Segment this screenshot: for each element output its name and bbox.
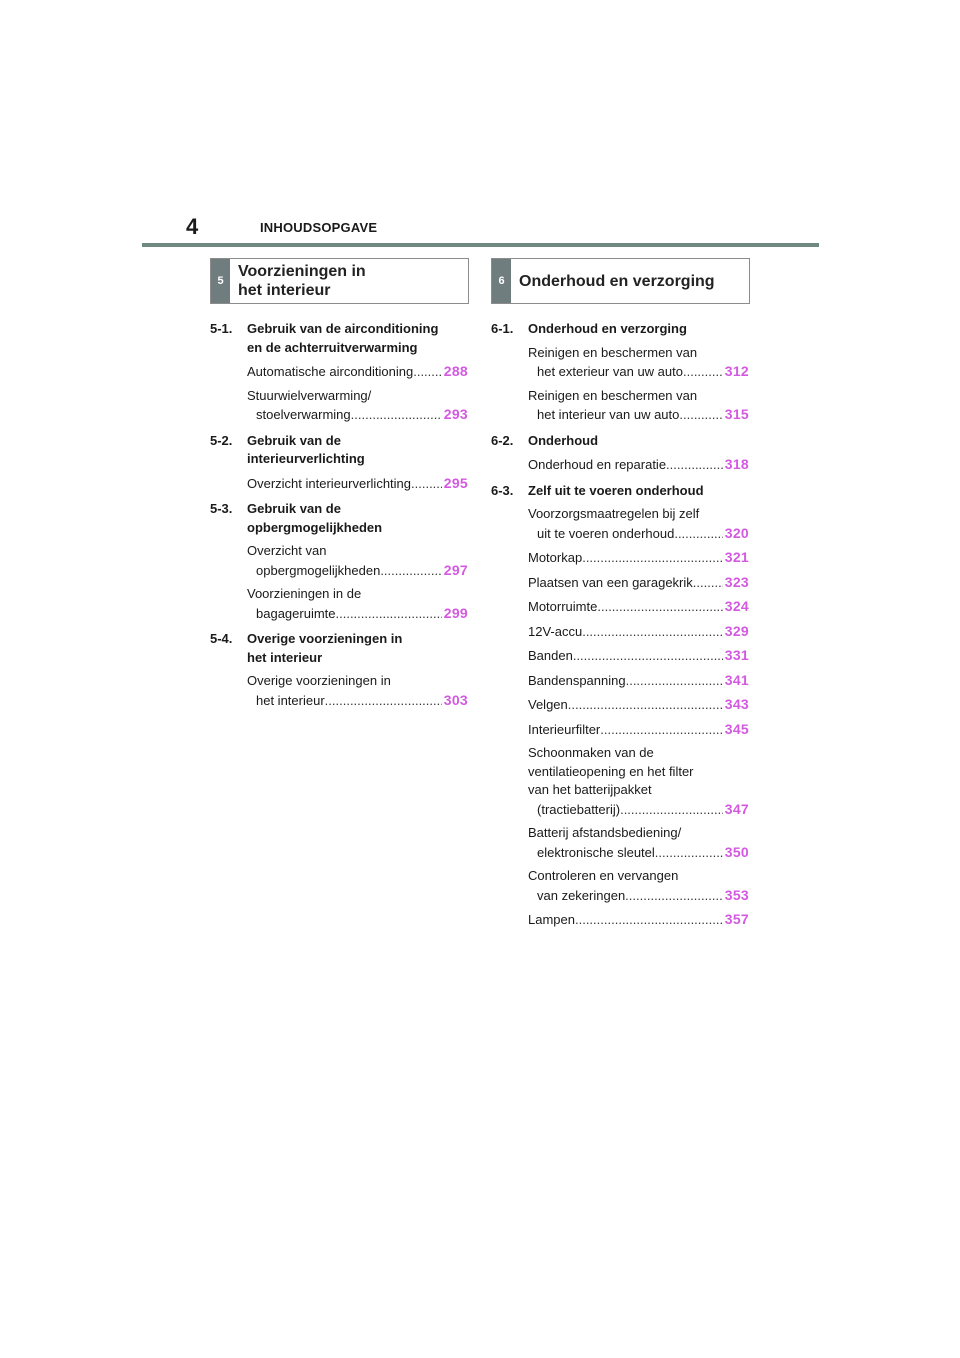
toc-entry[interactable]	[528, 622, 749, 642]
dot-leader	[380, 562, 441, 581]
toc-group-title: Onderhoud en verzorging	[528, 321, 687, 336]
toc-entry-last-line	[247, 561, 468, 581]
toc-entry-last-line	[247, 474, 468, 494]
toc-entry[interactable]	[528, 720, 749, 740]
toc-page-link[interactable]: 345	[724, 720, 749, 737]
toc-entry[interactable]	[528, 646, 749, 666]
toc-group	[210, 500, 468, 623]
dot-leader	[674, 525, 722, 544]
toc-entry-line: Schoonmaken van de	[528, 745, 654, 760]
dot-leader	[625, 887, 723, 906]
toc-group	[210, 630, 468, 710]
header-rule	[142, 243, 819, 247]
toc-page-link[interactable]: 315	[724, 406, 749, 422]
toc-entry-last-line	[528, 405, 749, 425]
dot-leader	[683, 363, 723, 382]
dot-leader	[693, 574, 723, 593]
toc-entry-last-line	[528, 800, 749, 820]
toc-entry[interactable]	[528, 695, 749, 715]
toc-entry[interactable]	[528, 744, 749, 819]
page-header-title: INHOUDSOPGAVE	[260, 220, 378, 235]
dot-leader	[655, 844, 723, 863]
toc-entry-last-line	[528, 671, 749, 691]
toc-group-title: Onderhoud	[528, 432, 599, 448]
toc-entry[interactable]	[247, 387, 468, 425]
toc-entry-last-line	[247, 604, 468, 624]
toc-entry-label: Banden	[528, 648, 573, 663]
toc-group-heading	[491, 320, 749, 339]
dot-leader	[573, 647, 723, 666]
page-number: 4	[186, 214, 199, 239]
toc-entry-line: Controleren en vervangen	[528, 868, 679, 883]
dot-leader	[582, 623, 723, 642]
toc-entry[interactable]	[247, 362, 468, 382]
toc-group-heading	[210, 500, 468, 537]
dot-leader	[600, 721, 722, 740]
toc-entry-line: Reinigen en beschermen van	[528, 344, 698, 360]
toc-entry-label: Automatische airconditioning	[247, 364, 414, 379]
toc-entry-label: van zekeringen	[537, 887, 626, 903]
toc-entry-text	[528, 824, 749, 843]
toc-entry[interactable]	[528, 455, 749, 475]
toc-entry-label: stoelverwarming	[256, 407, 351, 422]
toc-group	[210, 432, 468, 494]
toc-entry-last-line	[528, 720, 749, 740]
dot-leader	[411, 475, 442, 494]
toc-entry[interactable]	[247, 585, 468, 623]
toc-page-link[interactable]: 320	[724, 524, 749, 541]
toc-entry[interactable]	[247, 474, 468, 494]
toc-entry-last-line	[528, 524, 749, 544]
toc-page-link[interactable]: 312	[724, 363, 749, 379]
toc-entry-label: Overzicht interieurverlichting	[247, 475, 412, 491]
dot-leader	[351, 406, 442, 425]
toc-entry-last-line	[528, 910, 749, 930]
toc-page-link[interactable]: 323	[724, 573, 749, 590]
toc-entry[interactable]	[528, 548, 749, 568]
toc-entry-label: bagageruimte	[256, 605, 336, 621]
dot-leader	[626, 672, 723, 691]
toc-page-link[interactable]: 357	[724, 911, 749, 927]
toc-entry-last-line	[528, 886, 749, 906]
toc-entry[interactable]	[528, 671, 749, 691]
dot-leader	[620, 801, 723, 820]
toc-group-number: 5-2.	[210, 432, 233, 448]
toc-group-title: Zelf uit te voeren onderhoud	[528, 482, 704, 498]
toc-page-link[interactable]: 303	[443, 691, 468, 708]
toc-entry-label: Motorruimte	[528, 599, 598, 614]
toc-entry-label: het interieur	[256, 692, 325, 708]
toc-entry-line: ventilatieopening en het filter	[528, 763, 694, 779]
toc-entry-last-line	[528, 573, 749, 593]
section-tab-6: 6	[492, 259, 511, 303]
toc-entry[interactable]	[247, 672, 468, 710]
dot-leader	[336, 605, 442, 624]
toc-entry-text	[528, 744, 749, 800]
toc-page-link[interactable]: 343	[724, 696, 749, 712]
toc-entry-last-line	[528, 622, 749, 642]
toc-entry-label: Plaatsen van een garagekrik	[528, 574, 693, 590]
toc-entry-text	[528, 505, 749, 524]
toc-group-heading	[491, 432, 749, 451]
dot-leader	[666, 456, 723, 475]
toc-entry-last-line	[528, 548, 749, 568]
toc-entry-line: Voorzieningen in de	[247, 586, 362, 601]
toc-group-number: 5-1.	[210, 321, 233, 336]
toc-entry-label: Bandenspanning	[528, 672, 626, 688]
toc-group-heading	[210, 630, 468, 667]
dot-leader	[325, 692, 442, 711]
toc-entry-last-line	[247, 691, 468, 711]
toc-page-link[interactable]: 341	[724, 671, 749, 688]
toc-group-heading	[210, 320, 468, 357]
section-5-heading	[210, 258, 469, 304]
toc-page-link[interactable]: 324	[724, 598, 749, 614]
toc-entry-text	[247, 672, 468, 691]
dot-leader	[597, 598, 722, 617]
toc-entry-label: elektronische sleutel	[537, 844, 655, 860]
toc-page-link[interactable]: 353	[724, 886, 749, 903]
toc-entry-line: Stuurwielverwarming/	[247, 387, 372, 403]
toc-group-title: Overige voorzieningen in het interieur	[247, 631, 403, 665]
toc-entry-label: Interieurfilter	[528, 721, 601, 737]
toc-page-link[interactable]: 329	[724, 622, 749, 639]
toc-entry[interactable]	[528, 505, 749, 543]
toc-column-left	[210, 320, 468, 717]
toc-entry[interactable]	[247, 542, 468, 580]
toc-entry-label: Velgen	[528, 697, 568, 712]
section-tab-5: 5	[211, 259, 230, 303]
toc-group-title: Gebruik van de opbergmogelijkheden	[247, 501, 383, 535]
toc-entry-label: het interieur van uw auto	[537, 407, 680, 422]
toc-group	[210, 320, 468, 425]
toc-entry-text	[247, 542, 468, 561]
toc-group-number: 6-3.	[491, 482, 514, 498]
toc-entry-line: Overige voorzieningen in	[247, 673, 391, 688]
toc-page-link[interactable]: 297	[443, 561, 468, 578]
toc-group	[491, 482, 749, 930]
toc-group-number: 6-2.	[491, 432, 514, 448]
dot-leader	[582, 549, 723, 568]
toc-entry-last-line	[528, 362, 749, 382]
dot-leader	[575, 911, 723, 930]
toc-entry-label: Motorkap	[528, 550, 583, 565]
toc-page-link[interactable]: 288	[443, 363, 468, 379]
toc-entry-last-line	[528, 843, 749, 863]
toc-group	[491, 432, 749, 475]
toc-entry-last-line	[528, 455, 749, 475]
section-title: Onderhoud en verzorging	[519, 272, 715, 290]
toc-page-link[interactable]: 350	[724, 843, 749, 860]
toc-entry-text	[247, 387, 468, 406]
section-6-heading	[491, 258, 750, 304]
toc-entry-label: (tractiebatterij)	[537, 801, 621, 817]
toc-entry[interactable]	[528, 910, 749, 930]
toc-entry-text	[528, 387, 749, 406]
toc-entry[interactable]	[528, 597, 749, 617]
dot-leader	[679, 406, 722, 425]
toc-page-link[interactable]: 295	[443, 474, 468, 491]
toc-entry-line: Voorzorgsmaatregelen bij zelf	[528, 506, 700, 521]
toc-group-number: 5-3.	[210, 501, 233, 516]
toc-entry[interactable]	[528, 387, 749, 425]
toc-entry-last-line	[247, 405, 468, 425]
toc-entry-text	[247, 585, 468, 604]
toc-page-link[interactable]: 321	[724, 549, 749, 565]
dot-leader	[568, 696, 723, 715]
toc-entry[interactable]	[528, 573, 749, 593]
toc-page-link[interactable]: 347	[724, 800, 749, 817]
toc-entry-line: van het batterijpakket	[528, 782, 652, 797]
dot-leader	[413, 363, 442, 382]
toc-entry-last-line	[528, 646, 749, 666]
toc-entry-text	[528, 344, 749, 363]
toc-column-right	[491, 320, 749, 937]
toc-entry-last-line	[528, 695, 749, 715]
toc-entry-last-line	[247, 362, 468, 382]
toc-entry[interactable]	[528, 867, 749, 905]
toc-group-heading	[491, 482, 749, 501]
toc-entry-line: Reinigen en beschermen van	[528, 387, 698, 403]
toc-page-link[interactable]: 331	[724, 647, 749, 663]
toc-group-title: Gebruik van de interieurverlichting	[247, 432, 365, 466]
toc-entry-line: Batterij afstandsbediening/	[528, 825, 682, 840]
toc-entry-label: Lampen	[528, 912, 575, 927]
toc-group-heading	[210, 432, 468, 469]
toc-entry-label: uit te voeren onderhoud	[537, 525, 675, 541]
toc-group	[491, 320, 749, 425]
section-title: Voorzieningen in het interieur	[238, 263, 366, 299]
toc-page-link[interactable]: 318	[724, 456, 749, 472]
toc-entry-label: het exterieur van uw auto	[537, 364, 683, 379]
toc-entry-text	[528, 867, 749, 886]
toc-page-link[interactable]: 299	[443, 604, 468, 621]
toc-entry-label: 12V-accu	[528, 623, 583, 639]
toc-page-link[interactable]: 293	[443, 406, 468, 422]
toc-entry-label: opbergmogelijkheden	[256, 562, 381, 578]
toc-entry[interactable]	[528, 344, 749, 382]
toc-group-title: Gebruik van de airconditioning en de achterruitverwarming	[247, 321, 439, 355]
toc-entry-line: Overzicht van	[247, 543, 327, 558]
toc-entry-label: Onderhoud en reparatie	[528, 457, 667, 472]
toc-group-number: 5-4.	[210, 631, 233, 646]
toc-entry[interactable]	[528, 824, 749, 862]
toc-group-number: 6-1.	[491, 321, 514, 336]
toc-entry-last-line	[528, 597, 749, 617]
